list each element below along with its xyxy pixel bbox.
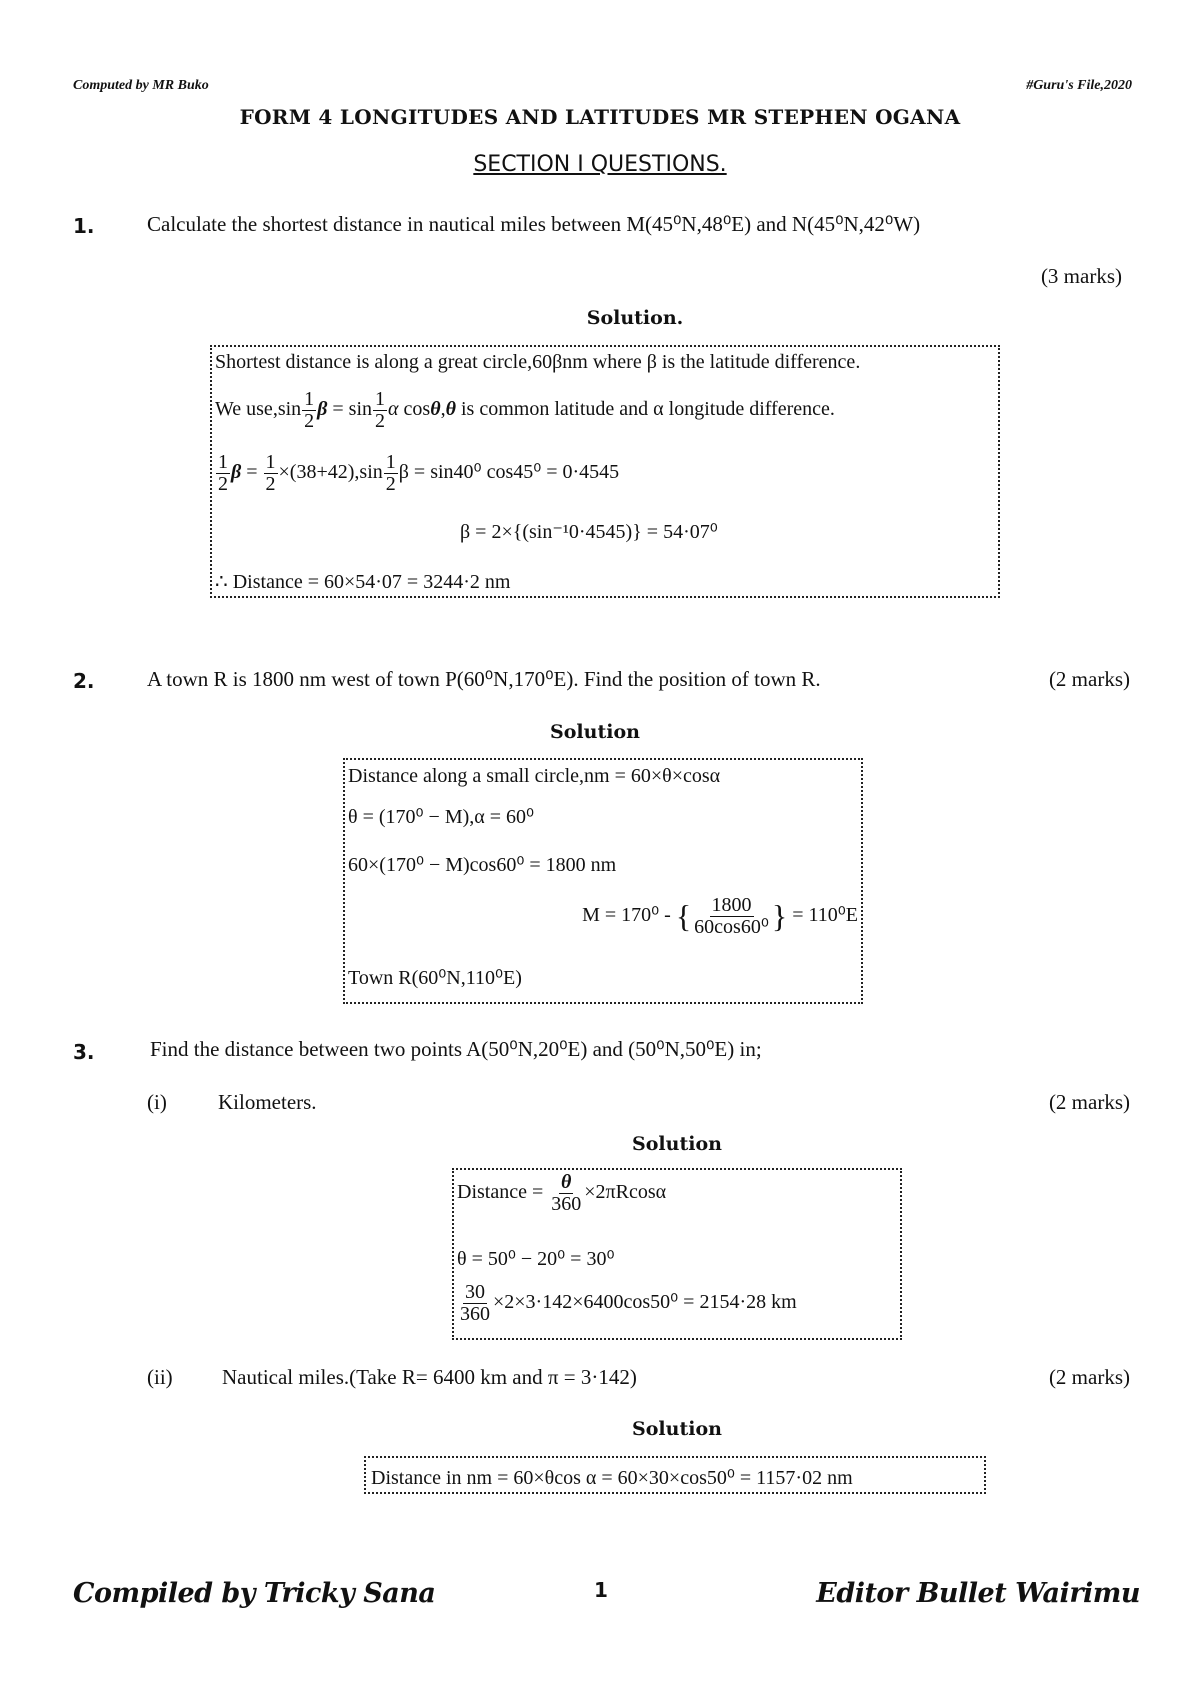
q1-sol-line-2-prefix: We use, (215, 398, 278, 421)
q3-sol-i-line-1 (457, 1172, 666, 1215)
q1-text (147, 212, 920, 237)
q1-number: 1. (73, 214, 95, 238)
footer-editor: Editor Bullet Wairimu (816, 1578, 1140, 1609)
page-number: 1 (594, 1578, 608, 1602)
q2-solution-box (343, 758, 863, 1004)
q3-sol-i-line-1-suffix: ×2πRcosα (584, 1181, 667, 1204)
q1-point-m: M(45⁰N,48⁰E) (626, 212, 752, 236)
q2-text: A town R is 1800 nm west of town P(60⁰N,170⁰E). Find the position of town R. (147, 667, 821, 691)
q2-sol-line-4-den: 60cos60⁰ (694, 916, 769, 938)
q2-sol-line-5: Town R(60⁰N,110⁰E) (348, 967, 522, 989)
page-title: FORM 4 LONGITUDES AND LATITUDES MR STEPHEN OGANA (239, 105, 961, 129)
q1-sol-line-3: $\frac{1}{2}$ β = $\frac{1}{2}$ ×(38+42),sin $\frac{1}{2}$ β = sin40⁰ cos45⁰ = 0·4545 (218, 451, 620, 495)
q1-and: and (756, 212, 787, 236)
q2-sol-line-4-suffix: = 110⁰E (792, 904, 858, 927)
q2-number: 2. (73, 669, 95, 693)
q1-sol-line-2: We use,sin $\frac{1}{2}$ β = sin $\frac{1}{2}$ α cosθ,θ is common latitude and α longitude difference. (215, 388, 835, 432)
q3-sol-i-line-1-num: θ (561, 1171, 572, 1193)
q2-marks: (2 marks) (1048, 667, 1130, 691)
q3-part-i-text: Kilometers. (218, 1090, 317, 1114)
q1-sol-line-1: Shortest distance is along a great circle,60βnm where β is the latitude difference. (215, 351, 861, 373)
q3-text: Find the distance between two points A(50⁰N,20⁰E) and (50⁰N,50⁰E) in; (150, 1037, 762, 1061)
q3-number: 3. (73, 1040, 95, 1064)
q1-sol-line-5: ∴ Distance = 60×54·07 = 3244·2 nm (215, 571, 511, 593)
q3-part-ii-marks: (2 marks) (1048, 1365, 1130, 1389)
q2-sol-line-1: Distance along a small circle,nm = 60×θ×cosα (348, 765, 721, 787)
q2-sol-line-3: 60×(170⁰ − M)cos60⁰ = 1800 nm (348, 854, 617, 876)
q3-part-ii-text: Nautical miles.(Take R= 6400 km and π = 3·142) (222, 1365, 637, 1389)
q1-point-n: N(45⁰N,42⁰W) (791, 212, 921, 236)
q3-part-ii-label: (ii) (147, 1365, 173, 1389)
q2-sol-line-4: M = 170⁰ - { $\frac{1800}{\text{60cos60⁰}}$ } = 110⁰E (582, 894, 858, 938)
q3-solution-ii-box (364, 1456, 986, 1494)
q3-solution-i-label: Solution (632, 1133, 722, 1155)
footer-compiled-by: Compiled by Tricky Sana (73, 1578, 436, 1609)
q1-sol-line-3-mid: ×(38+42),sin (278, 461, 383, 484)
q3-sol-i-line-3-num: 30 (465, 1281, 485, 1303)
q3-sol-i-line-1-den: 360 (551, 1193, 582, 1215)
q2-sol-line-4-prefix: M = 170⁰ - (582, 904, 671, 927)
q3-part-i-marks: (2 marks) (1048, 1090, 1130, 1114)
q3-sol-i-line-3-den: 360 (460, 1303, 490, 1325)
q3-solution-i-box (452, 1168, 902, 1340)
q3-sol-i-line-3-suffix: ×2×3·142×6400cos50⁰ = 2154·28 km (493, 1291, 797, 1314)
header-right: #Guru's File,2020 (1026, 78, 1132, 93)
q2-sol-line-4-num: 1800 (711, 894, 752, 916)
q1-solution-label: Solution. (586, 307, 684, 329)
q1-sol-line-2-rest: is common latitude and α longitude difference. (460, 398, 835, 421)
q1-sol-line-3-end: β = sin40⁰ cos45⁰ = 0·4545 (398, 461, 620, 484)
q1-sol-line-4: β = 2×{(sin⁻¹0·4545)} = 54·07⁰ (460, 521, 718, 543)
section-heading: SECTION I QUESTIONS. (473, 152, 727, 177)
q1-prompt: Calculate the shortest distance in nautical miles between (147, 212, 622, 236)
q3-solution-ii-label: Solution (632, 1418, 722, 1440)
q1-solution-box (210, 345, 1000, 598)
q2-sol-line-2: θ = (170⁰ − M),α = 60⁰ (348, 806, 535, 828)
q3-part-i-label: (i) (147, 1090, 167, 1114)
q3-sol-i-line-3 (457, 1282, 797, 1325)
q3-sol-ii-line: Distance in nm = 60×θcos α = 60×30×cos50⁰ = 1157·02 nm (371, 1467, 853, 1489)
q2-solution-label: Solution (550, 721, 640, 743)
q1-marks: (3 marks) (1040, 264, 1122, 288)
q3-sol-i-line-1-prefix: Distance = (457, 1181, 544, 1204)
q3-sol-i-line-2: θ = 50⁰ − 20⁰ = 30⁰ (457, 1248, 615, 1270)
header-left: Computed by MR Buko (73, 78, 209, 93)
